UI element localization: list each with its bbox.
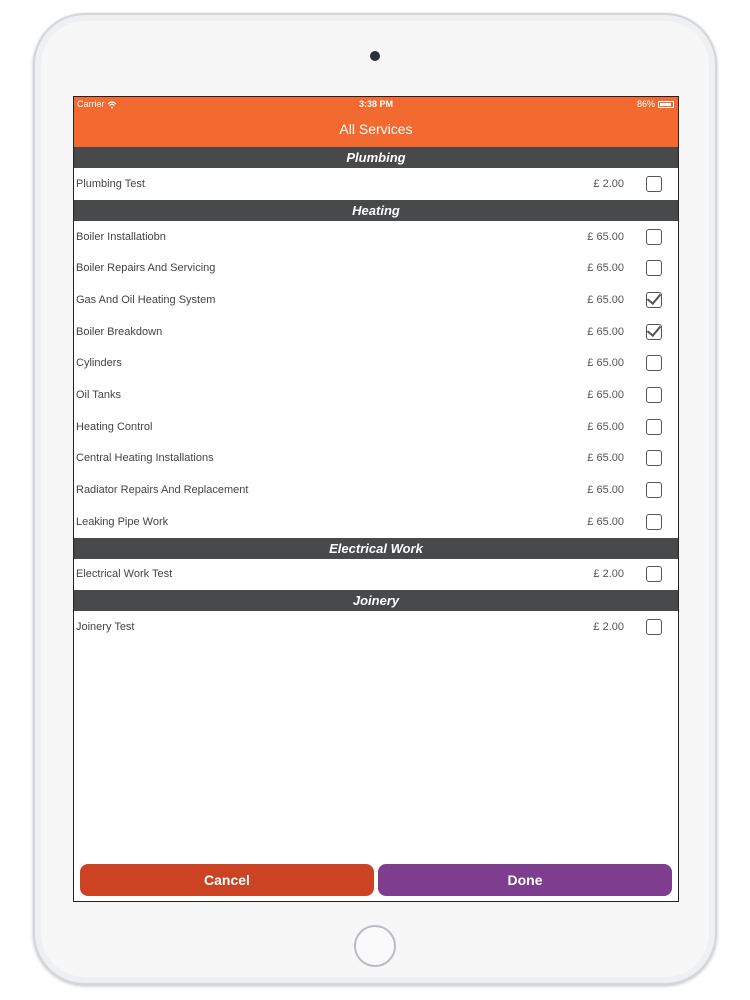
checkbox[interactable]	[646, 387, 662, 403]
service-row[interactable]	[74, 221, 678, 253]
battery-indicator	[637, 99, 674, 109]
screen	[73, 96, 679, 902]
service-name: Leaking Pipe Work	[76, 515, 169, 528]
checkbox[interactable]	[646, 176, 662, 192]
nav-bar	[74, 111, 678, 147]
service-name: Boiler Repairs And Servicing	[76, 262, 216, 275]
service-name: Heating Control	[76, 420, 153, 433]
service-name: Boiler Installatiobn	[76, 230, 166, 243]
service-price: £ 65.00	[587, 230, 624, 243]
service-price: £ 65.00	[587, 357, 624, 370]
status-time: 3:38 PM	[358, 99, 393, 109]
service-row[interactable]	[74, 284, 678, 316]
service-price: £ 65.00	[587, 388, 624, 401]
service-price: £ 65.00	[587, 262, 624, 275]
done-button[interactable]: Done	[378, 864, 672, 896]
checkbox-checked[interactable]	[646, 292, 662, 308]
service-price: £ 65.00	[587, 452, 624, 465]
service-row[interactable]	[74, 316, 678, 348]
service-name: Cylinders	[76, 357, 122, 370]
service-row[interactable]	[74, 506, 678, 538]
service-name: Joinery Test	[76, 621, 135, 634]
section-title: Heating	[352, 202, 400, 218]
checkbox[interactable]	[646, 482, 662, 498]
checkbox[interactable]	[646, 260, 662, 276]
service-name: Central Heating Installations	[76, 452, 214, 465]
cancel-button[interactable]: Cancel	[80, 864, 374, 896]
service-name: Oil Tanks	[76, 388, 122, 401]
service-row[interactable]	[74, 474, 678, 506]
checkbox[interactable]	[646, 450, 662, 466]
service-row[interactable]	[74, 379, 678, 411]
service-row[interactable]	[74, 252, 678, 284]
section-title: Joinery	[352, 593, 400, 609]
home-button[interactable]	[354, 925, 396, 967]
service-price: £ 2.00	[593, 568, 624, 581]
battery-percent: 86%	[636, 99, 655, 109]
status-bar	[74, 97, 678, 111]
service-row[interactable]	[74, 168, 678, 200]
checkbox[interactable]	[646, 619, 662, 635]
service-price: £ 2.00	[593, 177, 624, 190]
section-title: Electrical Work	[329, 540, 423, 556]
service-name: Plumbing Test	[76, 177, 145, 190]
camera-icon	[370, 51, 380, 61]
service-name: Radiator Repairs And Replacement	[76, 484, 249, 497]
carrier-label: Carrier	[77, 99, 117, 109]
checkbox[interactable]	[646, 566, 662, 582]
battery-icon	[658, 101, 674, 108]
section-header	[74, 538, 678, 559]
checkbox[interactable]	[646, 514, 662, 530]
section-header	[74, 590, 678, 611]
section-header	[74, 200, 678, 221]
service-price: £ 65.00	[587, 515, 624, 528]
checkbox[interactable]	[646, 419, 662, 435]
page-title: All Services	[339, 121, 413, 137]
service-name: Boiler Breakdown	[76, 325, 163, 338]
section-title: Plumbing	[346, 150, 406, 165]
service-row[interactable]	[74, 559, 678, 591]
service-price: £ 65.00	[587, 325, 624, 338]
services-list	[74, 147, 678, 643]
service-name: Gas And Oil Heating System	[76, 293, 216, 306]
checkbox[interactable]	[646, 355, 662, 371]
service-price: £ 65.00	[587, 420, 624, 433]
checkbox-checked[interactable]	[646, 324, 662, 340]
service-name: Electrical Work Test	[76, 568, 173, 581]
section-header	[74, 147, 678, 168]
service-row[interactable]	[74, 347, 678, 379]
footer-actions	[80, 864, 672, 896]
checkbox[interactable]	[646, 229, 662, 245]
service-row[interactable]	[74, 611, 678, 643]
service-row[interactable]	[74, 443, 678, 475]
service-price: £ 65.00	[587, 293, 624, 306]
service-price: £ 65.00	[587, 484, 624, 497]
service-row[interactable]	[74, 411, 678, 443]
service-price: £ 2.00	[593, 621, 624, 634]
